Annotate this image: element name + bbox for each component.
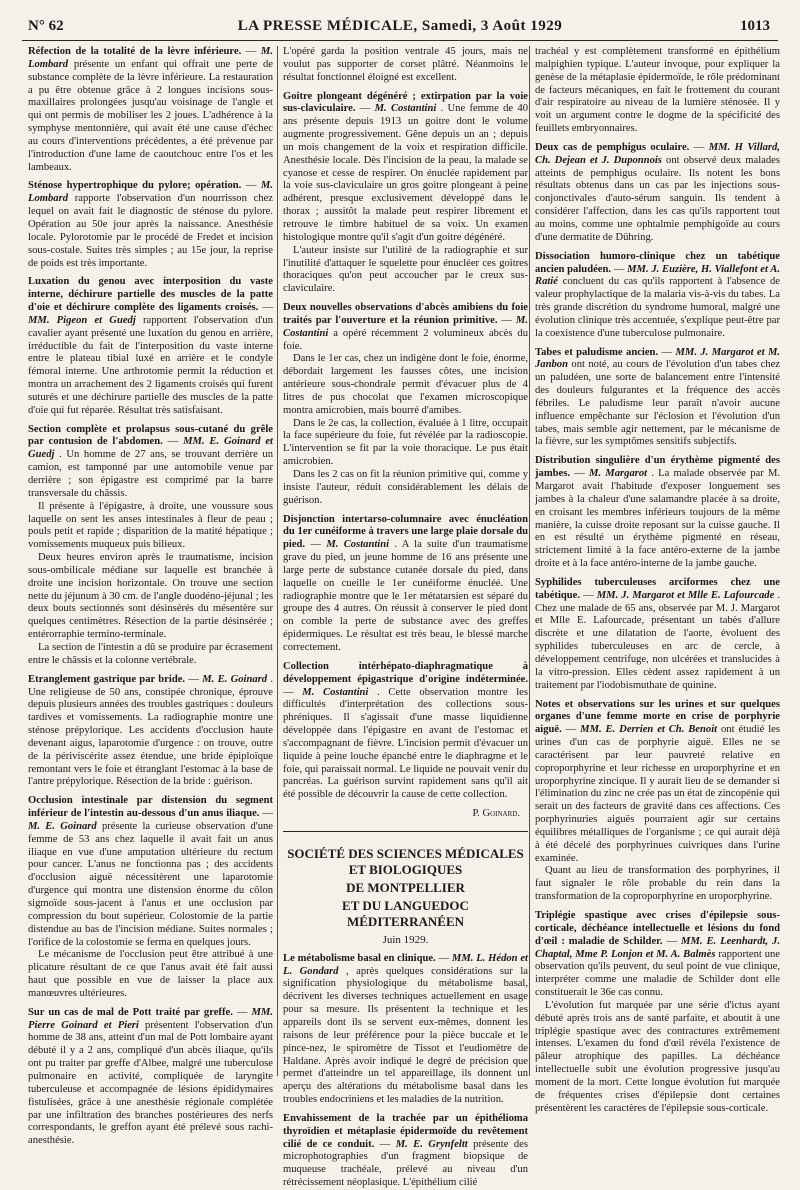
article-body: . Un homme de 27 ans, se trouvant derrière un camion, est tamponné par une automobile venue par derrière ; son épigastre est comprimé par la barre transversale du châssis.	[28, 449, 273, 499]
society-heading-line1: SOCIÉTÉ DES SCIENCES MÉDICALES ET BIOLOGIQUES	[287, 845, 524, 877]
article-paragraph	[283, 353, 528, 417]
article-body: Dans les 2 cas on fit la réunion primitive qui, comme y insiste l'auteur, réduit considérablement les délais de guérison.	[283, 469, 528, 506]
article-author: M. Margarot	[589, 468, 648, 480]
article-body: L'évolution fut marquée par une série d'ictus ayant débuté après trois ans de santé parfaite, et aboutit à une triplégie spastique avec des contractures extrêmement intenses. L'examen du fond d'œil révéla l'existence de pâleur atrophique des papilles. La déchéance intellectuelle subit une évolution progressive jusqu'au moment de la mort. Cette longue évolution fut marquée de fréquentes crises d'épilepsie dont certaines présentèrent les caractères de l'épilepsie sous-corticale.	[535, 999, 780, 1114]
article-entry: Syphilides tuberculeuses arciformes chez une tabétique. — MM. J. Margarot et Mlle E. Lafourcade . Chez une malade de 65 ans, observée par M. J. Margarot et Mlle E. Lafourcade, présentant un tabès d'allure discrète et une dilatation de l'aorte, évoluent des syphilides tuberculeuses en arc de cercle, à développement centrifuge, non ulcérées et translucides à la vitro-pression. Elles cèdent assez rapidement à un traitement par l'iodobismuthate de quinine.	[535, 576, 781, 691]
article-signature: P. Goinard.	[472, 808, 520, 820]
article-title: Réfection de la totalité de la lèvre inférieure.	[28, 46, 242, 57]
article-title: Luxation du genou avec interposition du vaste interne, déchirure partielle des muscles de la patte d'oie et déchirure complète des ligaments croisés.	[28, 276, 273, 314]
article-author: M. Costantini	[302, 686, 369, 698]
article-title: Envahissement de la trachée par un épithélioma thyroïdien et métaplasie épidermoïde du revêtement cilié de ce conduit.	[283, 1112, 528, 1150]
column-left	[28, 46, 274, 1147]
article-title: Collection intérhépato-diaphragmatique à développement épigastrique d'origine indéterminée.	[283, 660, 528, 685]
article-entry: Distribution singulière d'un érythème pigmenté des jambes. — M. Margarot . La malade observée par M. Margarot avait l'habitude d'exposer longuement ses jambes à la chaleur d'une salamandre placée à sa droite, en croisant les membres inférieurs toujours de la même manière, la cuisse droite reposant sur la cuisse gauche. Il en est résulté un érythème pigmenté en réseau, strictement limité à la face antéro-externe de la jambe droite et à la face antéro-interne de la jambe gauche.	[535, 455, 781, 570]
article-paragraph	[283, 245, 528, 296]
article-entry: Envahissement de la trachée par un épithélioma thyroïdien et métaplasie épidermoïde du revêtement cilié de ce conduit. — M. E. Grynfeltt présente des microphotographies d'un fragment biopsique de muqueuse trachéale, prélevé au niveau d'un rétrécissement néoplasique. L'épithélium cilié	[283, 1112, 528, 1189]
article-body: . Une femme de 40 ans présente depuis 1913 un goitre dont le volume augmente progressivement. Gêne depuis un an ; depuis un mois changement de la voix et respiration difficile. Anesthésie locale. Dès l'incision de la peau, la malade se cyanose et cesse de respirer. On énuclée rapidement par la voie sus-claviculaire un gros goitre plongeant à peine adhérent, presque exclusivement développé dans le thorax ; aussitôt la malade peut respirer librement et retrouve le timbre habituel de sa voix. Un examen histologique montre qu'il s'agit d'un goitre dégénéré.	[283, 103, 528, 243]
article-entry: Disjonction intertarso-columnaire avec énucléation du 1er cunéiforme à travers une large plaie dorsale du pied. — M. Costantini . A la suite d'un traumatisme grave du pied, un jeune homme de 16 ans présente une large perte de substance cutanée dorsale du pied, dans laquelle on cueille le 1er cunéiforme énucléé. Une radiographie montre que le 1er métatarsien est séparé du groupe des 4 autres. On réussit à conserver le pied dont on comble la perte de substance avec des greffes épidermiques. Le résultat est très beau, le blessé marche correctement.	[283, 513, 528, 653]
article-body: . La malade observée par M. Margarot avait l'habitude d'exposer longuement ses jambes à la chaleur d'une salamandre placée à sa droite, en croisant les membres inférieurs toujours de la même manière, la cuisse droite reposant sur la cuisse gauche. Il en est résulté un érythème pigmenté en réseau, strictement limité à la face antéro-externe de la jambe droite et à la face antéro-interne de la jambe gauche.	[535, 468, 781, 570]
article-paragraph	[283, 469, 528, 508]
article-body: Le mécanisme de l'occlusion peut être attribué à une plicature résultant de ce que l'anus avait été fait aussi haut que possible en vue de laisser la place aux manœuvres ultérieures.	[28, 949, 273, 999]
article-entry: Goitre plongeant dégénéré ; extirpation par la voie sus-claviculaire. — M. Costantini . Une femme de 40 ans présente depuis 1913 un goitre dont le volume augmente progressivement. Gêne depuis un an ; depuis un mois changement de la voix et respiration difficile. Anesthésie locale. Dès l'incision de la peau, la malade se cyanose et cesse de respirer. On énuclée rapidement par la voie sus-claviculaire un gros goitre plongeant à peine adhérent, presque exclusivement développé dans le thorax ; aussitôt la malade peut respirer librement et retrouve le timbre habituel de sa voix. Un examen histologique montre qu'il s'agit d'un goitre dégénéré.	[283, 90, 528, 243]
article-body: ont noté, au cours de l'évolution d'un tabes chez un paludéen, une sorte de balancement entre l'intensité des douleurs fulgurantes et la fréquence des accès fébriles. Le paludisme leur paraît n'avoir aucune influence empêchante sur l'éclosion et l'évolution d'un tabes, mais semble agir nettement, par le mécanisme de la fièvre, sur les symptômes sensitifs subjectifs.	[535, 359, 780, 448]
article-body: concluent du cas qu'ils rapportent à l'absence de valeur prophylactique de la malaria vis-à-vis du tabes. La très grande discrétion du syndrome humoral, malgré une évolution clinique très accentuée, s'explique peut-être par la coexistence d'une tuberculose pulmonaire.	[535, 276, 780, 339]
article-body: Deux heures environ après le traumatisme, incision sous-ombilicale médiane sur laquelle est branchée à droite une incision horizontale. On trouve une section nette du jéjunum à 30 cm. de l'angle duodéno-jéjunal ; les deux bouts sectionnés sont désinsérés du mésentère sur quelques centimètres. Résection de la partie désinsérée ; entérorraphie termino-terminale.	[28, 552, 273, 641]
article-body: , après quelques considérations sur la signification physiologique du métabolisme basal, décrivent les diverses techniques actuellement en usage pour sa mesure. Ils présentent la technique et les appareils dont ils se servent eux-mêmes, donnent les raisons de leur préférence pour la pièce buccale et le pince-nez, le spiromètre de Tissot et l'eudiomètre de Haldane. Après avoir indiqué le degré de précision que permet d'atteindre un tel appareillage, ils donnent un aperçu des altérations du métabolisme basal dans les troubles endocriniens et les maladies de la nutrition.	[283, 965, 528, 1106]
article-title: Section complète et prolapsus sous-cutané du grêle par contusion de l'abdomen.	[28, 423, 273, 448]
middle-articles	[283, 46, 528, 802]
article-title: Goitre plongeant dégénéré ; extirpation par la voie sus-claviculaire.	[283, 90, 528, 115]
article-paragraph	[535, 865, 780, 904]
article-entry: Etranglement gastrique par bride. — M. E. Goinard . Une religieuse de 50 ans, constipée chronique, éprouve depuis plusieurs années des troubles gastriques : douleurs tardives et vomissements. La radiographie montre une sténose prépylorique. Les accidents d'occlusion haute devenant aigus, laparotomie d'urgence : on trouve, outre de la périviscérite assez étendue, une bride épiploïque remontant vers le foie et étranglant l'estomac à la base de l'antre prépylorique. Résection de la bride : guérison.	[28, 673, 274, 788]
column-divider	[277, 46, 278, 1076]
article-paragraph	[535, 46, 780, 136]
journal-title: LA PRESSE MÉDICALE, Samedi, 3 Août 1929	[237, 18, 563, 34]
article-title: Distribution singulière d'un érythème pigmenté des jambes.	[535, 455, 780, 480]
article-author: M. E. Goinard	[28, 820, 97, 832]
article-body: Dans le 2e cas, la collection, évaluée à 1 litre, occupait la face supérieure du foie, fut révélée par la radioscopie. L'intervention se fit par la voie thoracique. Le pus était amicrobien.	[283, 417, 528, 468]
article-author: M. Costantini	[374, 103, 437, 115]
article-author: M. E. Grynfeltt	[395, 1138, 468, 1150]
column-divider	[529, 46, 530, 1076]
article-paragraph	[283, 418, 528, 469]
article-paragraph	[28, 949, 273, 1000]
article-author: MM. Pigeon et Guedj	[28, 314, 136, 326]
article-entry: Tabes et paludisme ancien. — MM. J. Margarot et M. Janbon ont noté, au cours de l'évolution d'un tabes chez un paludéen, une sorte de balancement entre l'intensité des douleurs fulgurantes et la fréquence des accès fébriles. Le paludisme leur paraît n'avoir aucune influence empêchante sur l'éclosion et l'évolution d'un tabes, mais semble agir nettement, par le mécanisme de la fièvre, sur les symptômes sensitifs subjectifs.	[535, 346, 781, 448]
article-entry: Dissociation humoro-clinique chez un tabétique ancien paludéen. — MM. J. Euzière, H. Viallefont et A. Ratié concluent du cas qu'ils rapportent à l'absence de valeur prophylactique de la malaria vis-à-vis du tabes. La très grande discrétion du syndrome humoral, malgré une évolution clinique très accentuée, s'explique peut-être par la coexistence d'une tuberculose pulmonaire.	[535, 250, 780, 339]
section-rule	[283, 831, 528, 832]
article-author: MM. L. Hédon et L. Gondard	[283, 952, 528, 977]
article-body: rapporte l'observation d'un nourrisson chez lequel on avait fait le diagnostic de sténose du pylore. Opération au 50e jour après la naissance. Anesthésie locale. Pylorotomie par le procédé de Fredet et incision sous-costale. Suites très simples ; au 15e jour, la reprise de poids est très importante.	[28, 193, 273, 269]
article-entry: Notes et observations sur les urines et sur quelques organes d'une femme morte en crise de porphyrie aiguë. — MM. E. Derrien et Ch. Benoit ont étudié les urines d'un cas de porphyrie aiguë. Elles ne se caractérisent par leur pauvreté relative en coproporphyrine et leur richesse en uroporphyrine et en uroporphyrine zincique. Il y aurait lieu de se demander si l'élimination du zinc ne crée pas un état de zincopénie qui serait un des facteurs de gravité dans ces affections. Ces porphyrinuries aiguës pourraient agir sur certains équilibres métalliques de l'organisme ; ce qui aurait déjà à été décelé des porphyrinues cuivriques dans l'urine examinée.	[535, 698, 780, 864]
article-author: MM. J. Margarot et M. Janbon	[535, 346, 781, 371]
article-title: Occlusion intestinale par distension du segment inférieur de l'intestin au-dessous d'un anus iliaque.	[28, 795, 273, 820]
page-number: 1013	[740, 18, 770, 34]
page-header	[22, 14, 778, 41]
article-author: MM. H Villard, Ch. Dejean et J. Duponnois	[535, 141, 781, 166]
society-articles	[283, 953, 528, 1190]
article-paragraph	[28, 552, 273, 642]
article-author: MM. Pierre Goinard et Pieri	[28, 1006, 273, 1031]
article-body: Dans le 1er cas, chez un indigène dont le foie, énorme, débordait largement les fausses côtes, une incision antérieure sous-chondrale permit d'évacuer plus de 4 litres de pus chocolat que l'examen microscopique montra amicrobien, mais bourré d'amibes.	[283, 353, 528, 416]
article-body: Quant au lieu de transformation des porphyrines, il faut signaler le rôle probable du rein dans la transformation de la coproporphyrine en uroporphyrine.	[535, 865, 780, 903]
article-body: ont observé deux malades atteints de pemphigus oculaire. Ils notent les bons résultats obtenus dans un cas par les injections sous-conjonctivales d'auto-sérum sanguin. Ils tendent à considérer l'affection, dans les cas qu'ils rapportent tout au moins, comme une ophtalmie pemphigoïde au cours d'une dermatite de Dühring.	[535, 154, 780, 243]
article-title: Etranglement gastrique par bride.	[28, 673, 186, 685]
article-author: MM. E. Goinard et Guedj	[28, 436, 273, 461]
article-body: La section de l'intestin a dû se produire par écrasement entre le châssis et la colonne vertébrale.	[28, 641, 273, 666]
article-author: M. Lombard	[28, 46, 273, 70]
session-date: Juin 1929.	[382, 933, 429, 946]
article-entry: Sténose hypertrophique du pylore; opération. — M. Lombard rapporte l'observation d'un nourrisson chez lequel on avait fait le diagnostic de sténose du pylore. Opération au 50e jour après la naissance. Anesthésie locale. Pylorotomie par le procédé de Fredet et incision sous-costale. Suites très simples ; au 15e jour, la reprise de poids est très importante.	[28, 180, 273, 269]
article-entry: Deux cas de pemphigus oculaire. — MM. H Villard, Ch. Dejean et J. Duponnois ont observé deux malades atteints de pemphigus oculaire. Ils notent les bons résultats obtenus dans un cas par les injections sous-conjonctivales d'auto-sérum sanguin. Ils tendent à considérer l'affection, dans les cas qu'ils rapportent tout au moins, comme une ophtalmie pemphigoïde au cours d'une dermatite de Dühring.	[535, 141, 781, 243]
article-paragraph	[535, 1000, 780, 1116]
article-author: M. Lombard	[28, 180, 273, 205]
article-title: Triplégie spastique avec crises d'épilepsie sous-corticale, déchéance intellectuelle et lésions du fond d'œil : maladie de Schilder.	[535, 910, 780, 947]
article-body: a opéré récemment 2 volumineux abcès du foie.	[283, 327, 528, 352]
column-middle	[283, 46, 528, 1189]
article-entry: Réfection de la totalité de la lèvre inférieure. — M. Lombard présente un enfant qui offrait une perte de substance complète de la lèvre inférieure. La restauration a pu être obtenue grâce à 2 longues incisions sous-maxillaires prolongées jusqu'au voisinage de l'angle et qui ont permis de mobiliser les 2 joues. L'adhérence à la symphyse mentonnière, qui avait été une cause d'échec au cours d'interventions précédentes, a été prévenue par l'introduction d'une lame de caoutchouc entre l'os et les lambeaux.	[28, 46, 273, 173]
article-entry: Deux nouvelles observations d'abcès amibiens du foie traités par l'ouverture et la réunion primitive. — M. Costantini a opéré récemment 2 volumineux abcès du foie.	[283, 302, 528, 352]
article-title: Syphilides tuberculeuses arciformes chez une tabétique.	[535, 576, 780, 601]
article-entry: Sur un cas de mal de Pott traité par greffe. — MM. Pierre Goinard et Pieri présentent l'observation d'un homme de 38 ans, atteint d'un mal de Pott lombaire ayant débuté il y a 2 ans, compliqué d'un abcès iliaque, qu'ils ont pu traiter par greffe d'Albee, malgré une tuberculose pulmonaire en activité, compliquée de laryngite tuberculeuse et accompagnée de lésions épididymaires fistulisées, grâce à une anesthésie régionale complétée par une infiltration des branches postérieures des nerfs correspondants, le greffon ayant été prélevé sous rachi-anesthésie.	[28, 1006, 273, 1147]
article-author: M. E. Goinard	[202, 673, 268, 685]
article-title: Tabes et paludisme ancien.	[535, 346, 659, 358]
column-right	[535, 46, 781, 1114]
article-author: M. Costantini	[326, 539, 390, 551]
article-entry: Le métabolisme basal en clinique. — MM. L. Hédon et L. Gondard , après quelques considérations sur la signification physiologique du métabolisme basal, décrivent les diverses techniques actuellement en usage pour sa mesure. Ils présentent la technique et les appareils dont ils se servent eux-mêmes, donnent les raisons de leur préférence pour la pièce buccale et le pince-nez, le spiromètre de Tissot et l'eudiomètre de Haldane. Après avoir indiqué le degré de précision que permet d'atteindre un tel appareillage, ils donnent un aperçu des altérations du métabolisme basal dans les troubles endocriniens et les maladies de la nutrition.	[283, 952, 528, 1106]
article-title: Dissociation humoro-clinique chez un tabétique ancien paludéen.	[535, 250, 780, 275]
article-body: ont étudié les urines d'un cas de porphyrie aiguë. Elles ne se caractérisent par leur pauvreté relative en coproporphyrine et leur richesse en uroporphyrine et en uroporphyrine zincique. Il y aurait lieu de se demander si l'élimination du zinc ne crée pas un état de zincopénie qui serait un des facteurs de gravité dans ces affections. Ces porphyrinuries aiguës pourraient agir sur certains équilibres métalliques de l'organisme ; ce qui aurait déjà à été décelé des porphyrinues cuivriques dans l'urine examinée.	[535, 724, 780, 864]
article-body: L'opéré garda la position ventrale 45 jours, mais ne voulut pas supporter de corset plâtré. Néanmoins le résultat fonctionnel éloigné est excellent.	[283, 46, 528, 83]
article-title: Deux nouvelles observations d'abcès amibiens du foie traités par l'ouverture et la réunion primitive.	[283, 302, 528, 326]
article-author: MM. J. Euzière, H. Viallefont et A. Ratié	[535, 263, 780, 288]
article-body: . A la suite d'un traumatisme grave du pied, un jeune homme de 16 ans présente une large perte de substance cutanée dorsale du pied, dans laquelle on cueille le 1er cunéiforme énucléé. Une radiographie montre que le 1er métatarsien est séparé du groupe des 4 autres. On réussit à conserver le pied dont on comble la perte de substance avec des greffes épidermiques. Le résultat est très beau, le blessé marche correctement.	[283, 539, 528, 653]
article-body: L'auteur insiste sur l'utilité de la radiographie et sur l'inutilité d'attaquer le squelette pour énucléer ces goitres thoraciques qu'on peut accoucher par le creux sus-claviculaire.	[283, 244, 528, 295]
issue-number: N° 62	[28, 18, 64, 34]
article-entry: Collection intérhépato-diaphragmatique à développement épigastrique d'origine indéterminée. — M. Costantini . Cette observation montre les difficultés d'interprétation des collections sous-phréniques. Il s'agissait d'une masse liquidienne développée dans l'épigastre en avant de l'estomac et s'accompagnant de fièvre. L'incision permit d'évacuer un liquide à peine louche épanché entre le diaphragme et le foie, qui paraissait normal. Le liquide ne pouvait venir du pancréas. La guérison survint rapidement sans qu'il ait été possible de découvrir la cause de cette collection.	[283, 660, 528, 801]
article-entry: Occlusion intestinale par distension du segment inférieur de l'intestin au-dessous d'un anus iliaque. — M. E. Goinard présente la curieuse observation d'une femme de 53 ans chez laquelle il avait fait un anus iliaque en vue d'une amputation ultérieure du rectum pour cancer. L'anus ne fonctionna pas ; des accidents d'occlusion aiguë nécessitèrent une laparotomie d'urgence qui montra une distension énorme du côlon sigmoïde sous-jacent à l'anus et une occlusion par compression du bout supérieur. Colostomie de la partie distendue au bas de l'incision médiane. Suites normales ; l'orifice de la colostomie se ferma en quelques jours.	[28, 795, 274, 948]
article-entry: Triplégie spastique avec crises d'épilepsie sous-corticale, déchéance intellectuelle et lésions du fond d'œil : maladie de Schilder. — MM. E. Leenhardt, J. Chaptal, Mme P. Lonjon et M. A. Balmès rapportent une observation qu'ils peuvent, du seul point de vue clinique, interpréter comme une maladie de Schilder dont elle constituerait le 36e cas connu.	[535, 910, 781, 999]
article-body: présente des microphotographies d'un fragment biopsique de muqueuse trachéale, prélevé au niveau d'un rétrécissement néoplasique. L'épithélium cilié	[283, 1138, 528, 1189]
article-body: rapportent l'observation d'un cavalier ayant présenté une luxation du genou en arrière, irréductible du fait de l'interposition du vaste interne entre le plateau tibial luxé en arrière et le condyle fémoral interne. Une arthrotomie permit la réduction et montra un arrachement des 2 ligaments croisés qui furent suturés et une déchirure partielle des muscles de la patte d'oie qui fut réparée. Résultat très satisfaisant.	[28, 314, 273, 416]
article-body: Il présente à l'épigastre, à droite, une voussure sous laquelle on sent les anses intestinales à fleur de peau ; pouls petit et rapide ; disparition de la matité hépatique ; vomissements muqueux puis bilieux.	[28, 500, 273, 551]
article-body: . Chez une malade de 65 ans, observée par M. J. Margarot et Mlle E. Lafourcade, présentant un tabès d'allure discrète et une dilatation de l'aorte, évoluent des syphilides tuberculeuses en arc de cercle, à développement centrifuge, non ulcérées et translucides à la vitro-pression. Elles cèdent assez rapidement à un traitement par l'iodobismuthate de quinine.	[535, 589, 781, 691]
article-body: rapportent une observation qu'ils peuvent, du seul point de vue clinique, interpréter comme une maladie de Schilder dont elle constituerait le 36e cas connu.	[535, 948, 781, 999]
society-heading-line3: ET DU LANGUEDOC MÉDITERRANÉEN	[342, 897, 469, 929]
article-body: présente un enfant qui offrait une perte de substance complète de la lèvre inférieure. La restauration a pu être obtenue grâce à 2 longues incisions sous-maxillaires prolongées jusqu'au voisinage de l'angle et qui ont permis de mobiliser les 2 joues. L'adhérence à la symphyse mentonnière, qui avait été une cause d'échec au cours d'interventions précédentes, a été prévenue par l'introduction d'une lame de caoutchouc entre l'os et les lambeaux.	[28, 58, 273, 173]
article-body: trachéal y est complètement transformé en épithélium malpighien typique. L'auteur invoque, pour expliquer la genèse de la métaplasie épidermoïde, le rôle prédominant de facteurs mécaniques, en fait le frottement du courant d'air respiratoire au niveau de la lumière sténosée. Il y voit un argument contre le dogme de la spécificité des feuillets embryonnaires.	[535, 46, 780, 135]
article-title: Deux cas de pemphigus oculaire.	[535, 141, 690, 153]
article-paragraph	[28, 501, 273, 552]
article-entry: Section complète et prolapsus sous-cutané du grêle par contusion de l'abdomen. — MM. E. Goinard et Guedj . Un homme de 27 ans, se trouvant derrière un camion, est tamponné par une automobile venue par derrière ; son épigastre est comprimé par la barre transversale du châssis.	[28, 423, 273, 499]
article-body: présentent l'observation d'un homme de 38 ans, atteint d'un mal de Pott lombaire ayant débuté il y a 2 ans, compliqué d'un abcès iliaque, qu'ils ont pu traiter par greffe d'Albee, malgré une tuberculose pulmonaire en activité, compliquée de laryngite tuberculeuse et accompagnée de lésions épididymaires fistulisées, grâce à une anesthésie régionale complétée par une infiltration des branches postérieures des nerfs correspondants, le greffon ayant été prélevé sous rachi-anesthésie.	[28, 1019, 273, 1147]
article-author: MM. J. Margarot et Mlle E. Lafourcade	[596, 589, 775, 601]
article-title: Le métabolisme basal en clinique.	[283, 952, 436, 964]
article-body: . Cette observation montre les difficultés d'interprétation des collections sous-phréniques. Il s'agissait d'une masse liquidienne développée dans l'épigastre en avant de l'estomac et s'accompagnant de fièvre. L'incision permit d'évacuer un liquide à peine louche épanché entre le diaphragme et le foie, qui paraissait normal. Le liquide ne pouvait venir du pancréas. La guérison survint rapidement sans qu'il ait été possible de découvrir la cause de cette collection.	[283, 686, 528, 801]
article-entry: Luxation du genou avec interposition du vaste interne, déchirure partielle des muscles de la patte d'oie et déchirure complète des ligaments croisés. — MM. Pigeon et Guedj rapportent l'observation d'un cavalier ayant présenté une luxation du genou en arrière, irréductible du fait de l'interposition du vaste interne entre le plateau tibial luxé en arrière et le condyle fémoral interne. Une arthrotomie permit la réduction et montra un arrachement des 2 ligaments croisés qui furent suturés et une déchirure partielle des muscles de la patte d'oie qui fut réparée. Résultat très satisfaisant.	[28, 276, 273, 416]
article-author: MM. E. Derrien et Ch. Benoit	[580, 724, 718, 736]
article-author: M. Costantini	[283, 314, 528, 339]
article-title: Disjonction intertarso-columnaire avec énucléation du 1er cunéiforme à travers une large plaie dorsale du pied.	[283, 513, 528, 551]
article-paragraph	[28, 642, 273, 668]
article-title: Sténose hypertrophique du pylore; opération.	[28, 180, 242, 192]
article-paragraph	[283, 46, 528, 85]
article-body: présente la curieuse observation d'une femme de 53 ans chez laquelle il avait fait un anus iliaque en vue d'une amputation ultérieure du rectum pour cancer. L'anus ne fonctionna pas ; des accidents d'occlusion aiguë nécessitèrent une laparotomie d'urgence qui montra une distension énorme du côlon sigmoïde sous-jacent à l'anus et une occlusion par compression du bout supérieur. Colostomie de la partie distendue au bas de l'incision médiane. Suites normales ; l'orifice de la colostomie se ferma en quelques jours.	[28, 820, 274, 948]
article-author: MM. E. Leenhardt, J. Chaptal, Mme P. Lonjon et M. A. Balmès	[535, 935, 780, 960]
article-body: . Une religieuse de 50 ans, constipée chronique, éprouve depuis plusieurs années des troubles gastriques : douleurs tardives et vomissements. La radiographie montre une sténose prépylorique. Les accidents d'occlusion haute devenant aigus, laparotomie d'urgence : on trouve, outre de la périviscérite assez étendue, une bride épiploïque remontant vers le foie et étranglant l'estomac à la base de l'antre prépylorique. Résection de la bride : guérison.	[28, 673, 274, 788]
article-title: Sur un cas de mal de Pott traité par greffe.	[28, 1006, 233, 1018]
article-title: Notes et observations sur les urines et sur quelques organes d'une femme morte en crise de porphyrie aiguë.	[535, 698, 780, 736]
society-heading-line2: DE MONTPELLIER	[346, 879, 465, 895]
